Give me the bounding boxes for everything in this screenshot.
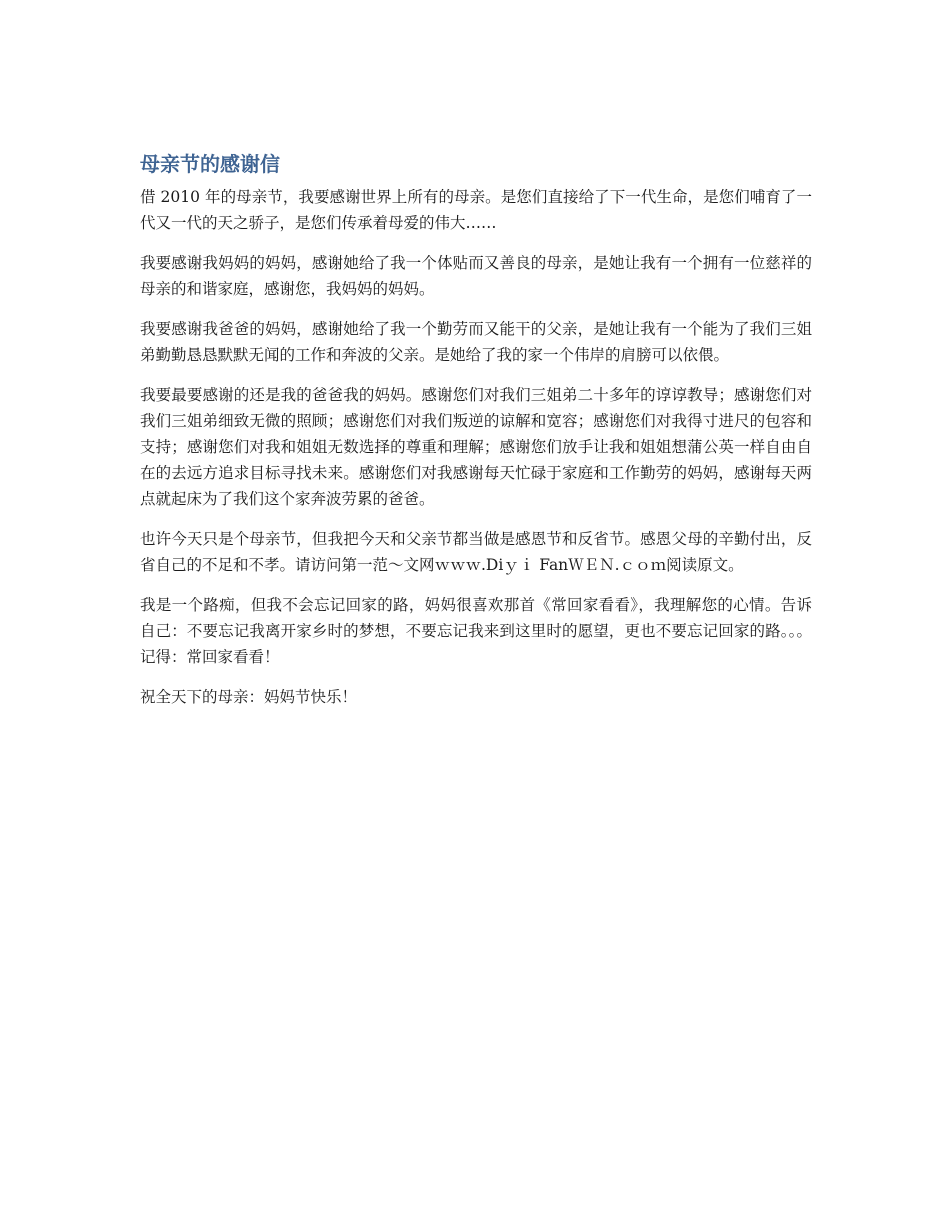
paragraph-1: 借 2010 年的母亲节，我要感谢世界上所有的母亲。是您们直接给了下一代生命，是您们哺育了一代又一代的天之骄子，是您们传承着母爱的伟大…… [140,188,812,232]
paragraph-5: 也许今天只是个母亲节，但我把今天和父亲节都当做是感恩节和反省节。感恩父母的辛勤付出，反省自己的不足和不孝。请访问第一范～文网ｗｗｗ.Diｙｉ FanＷＥＮ.ｃｏｍ阅读原文。 [140,530,812,574]
document-title: 母亲节的感谢信 [140,152,280,176]
paragraph-2: 我要感谢我妈妈的妈妈，感谢她给了我一个体贴而又善良的母亲，是她让我有一个拥有一位慈祥的母亲的和谐家庭，感谢您，我妈妈的妈妈。 [140,254,812,298]
paragraph-3: 我要感谢我爸爸的妈妈，感谢她给了我一个勤劳而又能干的父亲，是她让我有一个能为了我们三姐弟勤勤恳恳默默无闻的工作和奔波的父亲。是她给了我的家一个伟岸的肩膀可以依偎。 [140,320,812,364]
paragraph-4: 我要最要感谢的还是我的爸爸我的妈妈。感谢您们对我们三姐弟二十多年的谆谆教导；感谢您们对我们三姐弟细致无微的照顾；感谢您们对我们叛逆的谅解和宽容；感谢您们对我得寸进尺的包容和支持；感谢您们对我和姐姐无数选择的尊重和理解；感谢您们放手让我和姐姐想蒲公英一样自由自在的去远方追求目标寻找未来。感谢您们对我感谢每天忙碌于家庭和工作勤劳的妈妈，感谢每天两点就起床为了我们这个家奔波劳累的爸爸。 [140,386,812,508]
paragraph-6: 我是一个路痴，但我不会忘记回家的路，妈妈很喜欢那首《常回家看看》，我理解您的心情。告诉自己：不要忘记我离开家乡时的梦想，不要忘记我来到这里时的愿望，更也不要忘记回家的路。。。记得：常回家看看！ [140,596,812,666]
document-body [140,148,812,724]
paragraph-7: 祝全天下的母亲：妈妈节快乐！ [140,688,358,706]
